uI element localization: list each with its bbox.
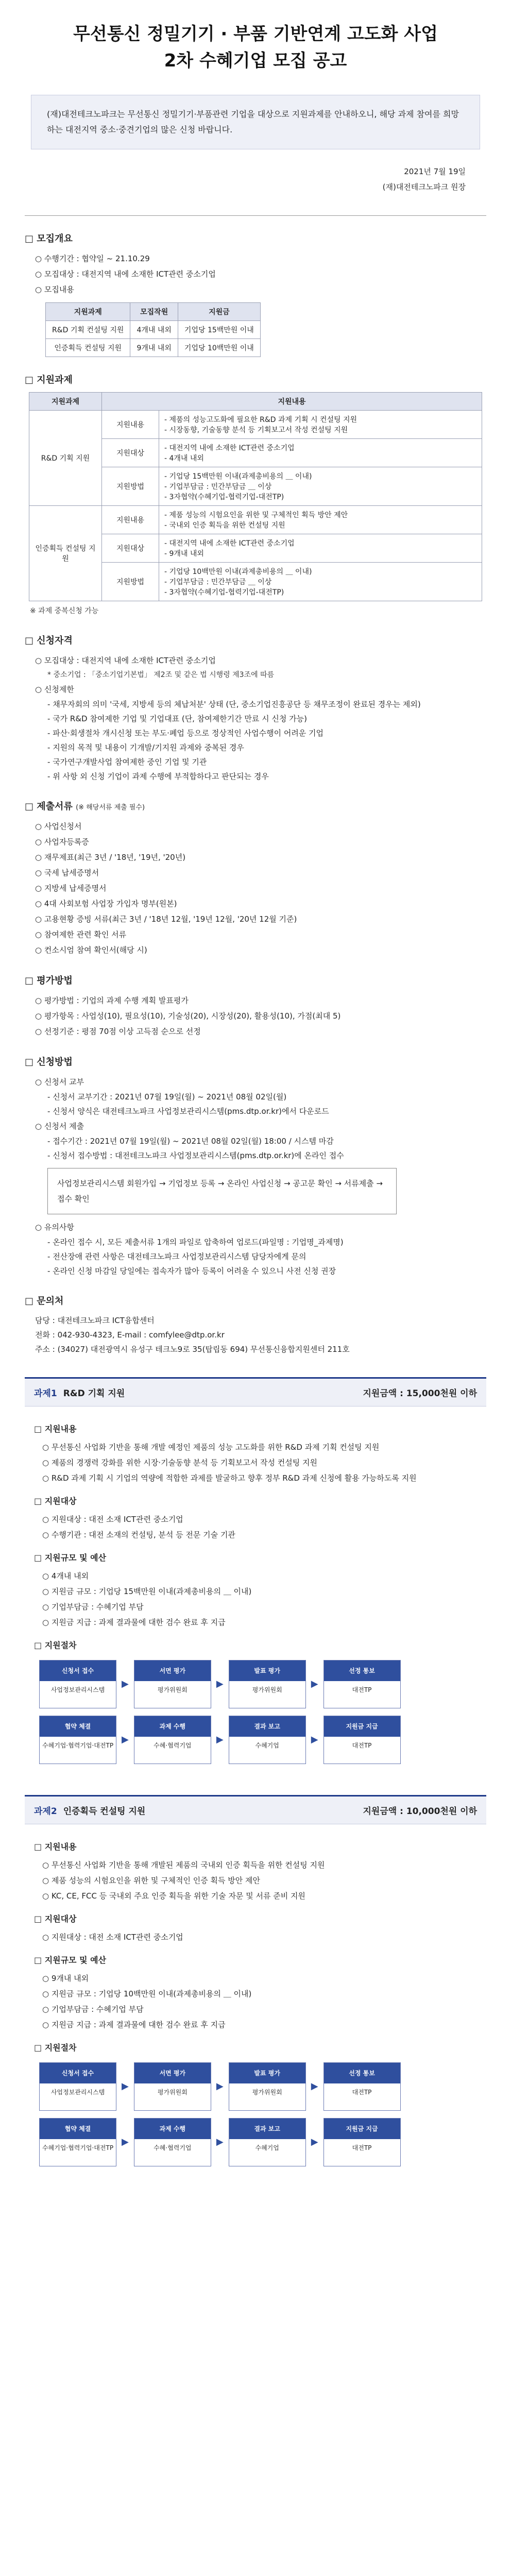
list-item: ○ 선정기준 : 평점 70점 이상 고득점 순으로 선정 xyxy=(35,1024,486,1039)
arrow-right-icon: ▶ xyxy=(216,2081,224,2092)
list-item: ○ 4개내 내외 xyxy=(42,1568,477,1584)
task-tag: 과제2 xyxy=(34,1806,57,1817)
target-list xyxy=(42,1929,477,1945)
step-actor: 수혜기업·협력기업·대전TP xyxy=(42,2144,114,2151)
flow-step xyxy=(134,2118,211,2166)
list-item: ○ 수행기간 : 협약일 ~ 21.10.29 xyxy=(35,251,486,266)
list-item: ○ 평가방법 : 기업의 과제 수행 계획 발표평가 xyxy=(35,993,486,1008)
list-item: - 신청서 접수방법 : 대전테크노파크 사업정보관리시스템(pms.dtp.or.kr)에 온라인 접수 xyxy=(47,1148,486,1163)
method-list xyxy=(42,1568,477,1630)
list-item: ○ 9개내 내외 xyxy=(42,1971,477,1986)
list-item: ○ 제품의 경쟁력 강화를 위한 시장·기술동향 분석 등 기획보고서 작성 컨설팅 지원 xyxy=(42,1455,477,1470)
notice-date: 2021년 7월 19일 xyxy=(404,167,466,176)
step-actor: 수혜·협력기업 xyxy=(154,2144,192,2151)
step-actor: 대전TP xyxy=(352,2089,372,2096)
flow-step xyxy=(39,2062,116,2111)
arrow-right-icon: ▶ xyxy=(311,2081,318,2092)
table-cell xyxy=(159,439,482,467)
table-row xyxy=(29,506,482,534)
divider xyxy=(25,215,486,216)
restriction-list xyxy=(47,697,486,784)
list-item: ○ 신청제한 xyxy=(35,682,486,697)
group-cell: 지원내용 xyxy=(102,506,159,534)
flow-step xyxy=(39,2118,116,2166)
step-actor: 사업정보관리시스템 xyxy=(50,2089,105,2096)
step-title: 과제 수행 xyxy=(134,1716,211,1737)
list-item: - 신청서 교부기간 : 2021년 07월 19일(월) ~ 2021년 08월 02일(월) xyxy=(47,1090,486,1104)
list-item: ○ KC, CE, FCC 등 국내외 주요 인증 획득을 위한 기술 자문 및 서류 준비 지원 xyxy=(42,1888,477,1904)
list-item: ○ 지원금 규모 : 기업당 15백만원 이내(과제총비용의 ＿ 이내) xyxy=(42,1584,477,1599)
group-cell: 지원대상 xyxy=(102,439,159,467)
table-header: 모집작원 xyxy=(130,303,178,321)
step-title: 지원금 지급 xyxy=(324,1716,400,1737)
section-heading: □ 모집개요 xyxy=(25,231,486,245)
method-list xyxy=(42,1971,477,2032)
group-cell: 지원방법 xyxy=(102,467,159,506)
documents-list xyxy=(35,819,486,958)
task-name-cell: R&D 기획 지원 xyxy=(29,411,102,506)
step-actor: 수혜·협력기업 xyxy=(154,1742,192,1749)
flow-step xyxy=(229,2118,306,2166)
list-item: ○ 평가항목 : 사업성(10), 필요성(10), 기술성(20), 시장성(20), 활용성(10), 가점(최대 5) xyxy=(35,1008,486,1024)
list-item: ○ 신청서 교부 xyxy=(35,1074,486,1090)
arrow-right-icon: ▶ xyxy=(311,2137,318,2147)
title-line-2: 2차 수혜기업 모집 공고 xyxy=(164,50,347,71)
recruit-table xyxy=(45,302,261,357)
arrow-right-icon: ▶ xyxy=(122,2081,129,2092)
step-title: 신청서 접수 xyxy=(40,2063,116,2083)
flow-step xyxy=(323,1660,401,1708)
support-task-table xyxy=(29,392,482,601)
contact-line: 담당 : 대전테크노파크 ICT융합센터 xyxy=(35,1316,155,1325)
submit-list xyxy=(47,1134,486,1163)
title-line-1: 무선통신 정밀기기 · 부품 기반연계 고도화 사업 xyxy=(73,24,438,44)
list-item: ○ 모집내용 xyxy=(35,282,486,297)
cell-line: - 국내외 인증 획득을 위한 컨설팅 지원 xyxy=(164,521,285,530)
date-block xyxy=(25,164,466,195)
list-item: - 접수기간 : 2021년 07월 19일(월) ~ 2021년 08월 02일(월) 18:00 / 시스템 마감 xyxy=(47,1134,486,1148)
list-item: ○ 국세 납세증명서 xyxy=(35,865,486,880)
cell-line: - 기업부담금 : 민간부담금 ＿ 이상 xyxy=(164,483,272,491)
table-cell xyxy=(159,467,482,506)
section-heading: □ 신청자격 xyxy=(25,633,486,647)
group-cell: 지원내용 xyxy=(102,411,159,439)
issue-list xyxy=(47,1090,486,1118)
task-name-cell: 인증획득 컨설팅 지원 xyxy=(29,506,102,601)
cell-line: - 대전지역 내에 소재한 ICT관련 중소기업 xyxy=(164,539,295,548)
sub-heading: □ 지원규모 및 예산 xyxy=(34,1953,477,1968)
task-title xyxy=(34,1386,125,1399)
group-cell: 지원대상 xyxy=(102,534,159,563)
target-list xyxy=(42,1512,477,1543)
step-title: 선정 통보 xyxy=(324,1660,400,1681)
list-item: ○ 지원금 규모 : 기업당 10백만원 이내(과제총비용의 ＿ 이내) xyxy=(42,1986,477,2002)
list-item: - 온라인 신청 마감일 당일에는 접속자가 많아 등록이 어려울 수 있으니 사전 신청 권장 xyxy=(47,1264,486,1278)
list-item: ○ 무선통신 사업화 기반을 통해 개발된 제품의 국내외 인증 획득을 위한 컨설팅 지원 xyxy=(42,1857,477,1873)
task-tag: 과제1 xyxy=(34,1388,57,1399)
sub-heading: □ 지원절차 xyxy=(34,2041,477,2055)
table-cell: 기업당 10백만원 이내 xyxy=(178,339,260,357)
list-item: ○ 참여제한 관련 확인 서류 xyxy=(35,927,486,942)
step-title: 협약 체결 xyxy=(40,1716,116,1737)
step-title: 과제 수행 xyxy=(134,2119,211,2139)
task-body xyxy=(25,1824,486,2177)
list-item: ○ 재무제표(최근 3년 / '18년, '19년, '20년) xyxy=(35,850,486,865)
content-list xyxy=(42,1439,477,1486)
step-title: 지원금 지급 xyxy=(324,2119,400,2139)
list-item: ○ 수행기관 : 대전 소재의 컨설팅, 분석 등 전문 기술 기관 xyxy=(42,1527,477,1543)
step-actor: 평가위원회 xyxy=(252,1686,282,1693)
sub-heading: □ 지원대상 xyxy=(34,1494,477,1509)
sub-heading: □ 지원내용 xyxy=(34,1422,477,1436)
step-title: 결과 보고 xyxy=(229,1716,305,1737)
step-title: 협약 체결 xyxy=(40,2119,116,2139)
arrow-right-icon: ▶ xyxy=(311,1679,318,1689)
arrow-right-icon: ▶ xyxy=(122,1734,129,1745)
task-1-panel xyxy=(25,1377,486,1774)
table-cell: 4개내 내외 xyxy=(130,321,178,339)
arrow-right-icon: ▶ xyxy=(311,1734,318,1745)
arrow-right-icon: ▶ xyxy=(216,1734,224,1745)
task-name: R&D 기획 지원 xyxy=(63,1388,125,1399)
cell-line: - 제품 성능의 시험요인을 위한 및 구체적인 획득 방안 제안 xyxy=(164,511,348,519)
table-header: 지원과제 xyxy=(29,393,102,411)
contact-block xyxy=(35,1313,486,1357)
process-flow xyxy=(39,2118,477,2166)
step-actor: 수혜기업 xyxy=(255,2144,279,2151)
list-item: ○ 지방세 납세증명서 xyxy=(35,880,486,896)
section-heading: □ 신청방법 xyxy=(25,1055,486,1068)
table-row xyxy=(29,411,482,439)
table-cell: 인증획득 컨설팅 지원 xyxy=(46,339,130,357)
cell-line: - 기업당 15백만원 이내(과제총비용의 ＿ 이내) xyxy=(164,472,312,481)
flow-step xyxy=(134,1716,211,1764)
apply-list xyxy=(35,1219,486,1235)
footnote: ※ 과제 중복신청 가능 xyxy=(30,607,99,615)
list-item: ○ 지원대상 : 대전 소재 ICT관련 중소기업 xyxy=(42,1512,477,1527)
section-heading: □ 지원과제 xyxy=(25,372,486,386)
sub-heading: □ 지원대상 xyxy=(34,1912,477,1926)
flow-step xyxy=(229,2062,306,2111)
table-cell xyxy=(159,506,482,534)
table-cell: 9개내 내외 xyxy=(130,339,178,357)
table-cell: R&D 기획 컨설팅 지원 xyxy=(46,321,130,339)
table-row xyxy=(46,339,261,357)
task-name: 인증획득 컨설팅 지원 xyxy=(63,1806,146,1817)
step-actor: 대전TP xyxy=(352,2144,372,2151)
step-title: 선정 통보 xyxy=(324,2063,400,2083)
list-item: - 국가연구개발사업 참여제한 중인 기업 및 기관 xyxy=(47,755,486,769)
arrow-right-icon: ▶ xyxy=(216,1679,224,1689)
list-item: - 온라인 접수 시, 모든 제출서류 1개의 파일로 압축하여 업로드(파일명 : 기업명_과제명) xyxy=(47,1235,486,1249)
sub-heading: □ 지원절차 xyxy=(34,1638,477,1653)
contact-line: 주소 : (34027) 대전광역시 유성구 테크노9로 35(탑립동 694) 무선통신융합지원센터 211호 xyxy=(35,1345,350,1354)
list-item: ○ 유의사항 xyxy=(35,1219,486,1235)
list-item: ○ 제품 성능의 시험요인을 위한 및 구체적인 인증 획득 방안 제안 xyxy=(42,1873,477,1888)
step-title: 발표 평가 xyxy=(229,2063,305,2083)
sub-heading: □ 지원규모 및 예산 xyxy=(34,1551,477,1565)
list-item: - 신청서 양식은 대전테크노파크 사업정보관리시스템(pms.dtp.or.kr)에서 다운로드 xyxy=(47,1104,486,1118)
list-item: - 국가 R&D 참여제한 기업 및 기업대표 (단, 참여제한기간 만료 시 신청 가능) xyxy=(47,711,486,726)
list-item: ○ 컨소시엄 참여 확인서(해당 시) xyxy=(35,942,486,958)
flow-step xyxy=(134,2062,211,2111)
eligibility-list xyxy=(35,682,486,697)
cell-line: - 3자협약(수혜기업-협력기업-대전TP) xyxy=(164,493,284,501)
table-row xyxy=(46,321,261,339)
step-title: 서면 평가 xyxy=(134,2063,211,2083)
cell-line: - 시장동향, 기술동향 분석 등 기획보고서 작성 컨설팅 지원 xyxy=(164,426,348,434)
notice-org: (재)대전테크노파크 원장 xyxy=(382,182,466,192)
list-item: - 지원의 목적 및 내용이 기개발/기지원 과제와 중복된 경우 xyxy=(47,740,486,755)
list-item: - 위 사항 외 신청 기업이 과제 수행에 부적합하다고 판단되는 경우 xyxy=(47,769,486,784)
flow-step xyxy=(39,1716,116,1764)
contact-line: 전화 : 042-930-4323, E-mail : comfylee@dtp.or.kr xyxy=(35,1330,225,1340)
flow-step xyxy=(229,1716,306,1764)
list-item: - 채무자회의 의미 '국세, 지방세 등의 체납처분' 상태 (단, 중소기업진흥공단 등 채무조정이 완료된 경우는 제외) xyxy=(47,697,486,711)
section-heading xyxy=(25,799,486,812)
caution-list xyxy=(47,1235,486,1278)
list-item: ○ 4대 사회보험 사업장 가입자 명부(원본) xyxy=(35,896,486,911)
content-list xyxy=(42,1857,477,1904)
list-item: ○ 신청서 제출 xyxy=(35,1118,486,1134)
step-actor: 사업정보관리시스템 xyxy=(50,1686,105,1693)
table-header: 지원금 xyxy=(178,303,260,321)
process-flow xyxy=(39,2062,477,2111)
list-item: ○ R&D 과제 기획 시 기업의 역량에 적합한 과제를 발굴하고 향후 정부 R&D 과제 신청에 활용 가능하도록 지원 xyxy=(42,1470,477,1486)
flow-step xyxy=(323,2118,401,2166)
list-item: ○ 기업부담금 : 수혜기업 부담 xyxy=(42,1599,477,1615)
evaluation-list xyxy=(35,993,486,1039)
step-actor: 평가위원회 xyxy=(157,1686,188,1693)
list-item: ○ 고용현황 증빙 서류(최근 3년 / '18년 12월, '19년 12월, '20년 12월 기준) xyxy=(35,911,486,927)
list-item: ○ 사업자등록증 xyxy=(35,834,486,850)
section-heading-text: 제출서류 xyxy=(37,801,73,812)
table-cell xyxy=(159,563,482,601)
page-title xyxy=(25,21,486,74)
eligibility-list xyxy=(35,653,486,668)
task-body xyxy=(25,1406,486,1774)
flow-step xyxy=(323,1716,401,1764)
list-item: ○ 모집대상 : 대전지역 내에 소재한 ICT관련 중소기업 xyxy=(35,653,486,668)
task-amount: 지원금액 : 10,000천원 이하 xyxy=(363,1806,477,1817)
table-cell xyxy=(159,534,482,563)
flow-step xyxy=(229,1660,306,1708)
heading-note: (※ 해당서류 제출 필수) xyxy=(76,804,145,811)
cell-line: - 3자협약(수혜기업-협력기업-대전TP) xyxy=(164,588,284,597)
step-actor: 평가위원회 xyxy=(157,2089,188,2096)
arrow-right-icon: ▶ xyxy=(122,1679,129,1689)
list-item: - 파산·회생절차 개시신청 또는 부도·폐업 등으로 정상적인 사업수행이 어려운 기업 xyxy=(47,726,486,740)
list-item: ○ 지원금 지급 : 과제 결과물에 대한 검수 완료 후 지급 xyxy=(42,2017,477,2032)
step-title: 결과 보고 xyxy=(229,2119,305,2139)
list-item: ○ 기업부담금 : 수혜기업 부담 xyxy=(42,2002,477,2017)
cell-line: - 기업당 10백만원 이내(과제총비용의 ＿ 이내) xyxy=(164,568,312,576)
task-title xyxy=(34,1804,145,1817)
apply-list xyxy=(35,1074,486,1090)
cell-line: - 제품의 성능고도화에 필요한 R&D 과제 기획 시 컨설팅 지원 xyxy=(164,416,357,424)
flow-step xyxy=(39,1660,116,1708)
list-item: ○ 사업신청서 xyxy=(35,819,486,834)
group-cell: 지원방법 xyxy=(102,563,159,601)
section-heading: □ 평가방법 xyxy=(25,973,486,987)
list-item: ○ 지원금 지급 : 과제 결과물에 대한 검수 완료 후 지급 xyxy=(42,1615,477,1630)
step-actor: 평가위원회 xyxy=(252,2089,282,2096)
intro-box: (재)대전테크노파크는 무선통신 정밀기기·부품관련 기업을 대상으로 지원과제를 안내하오니, 해당 과제 참여를 희망하는 대전지역 중소·중견기업의 많은 신청 바랍니다. xyxy=(31,95,480,149)
cell-line: - 4개내 내외 xyxy=(164,454,204,463)
cell-line: - 기업부담금 : 민간부담금 ＿ 이상 xyxy=(164,578,272,586)
step-title: 서면 평가 xyxy=(134,1660,211,1681)
step-actor: 대전TP xyxy=(352,1742,372,1749)
table-cell xyxy=(159,411,482,439)
process-flow xyxy=(39,1716,477,1764)
table-header: 지원과제 xyxy=(46,303,130,321)
task-header xyxy=(25,1379,486,1406)
task-amount: 지원금액 : 15,000천원 이하 xyxy=(363,1388,477,1399)
table-cell: 기업당 15백만원 이내 xyxy=(178,321,260,339)
list-item: ○ 지원대상 : 대전 소재 ICT관련 중소기업 xyxy=(42,1929,477,1945)
arrow-right-icon: ▶ xyxy=(216,2137,224,2147)
step-title: 발표 평가 xyxy=(229,1660,305,1681)
step-actor: 수혜기업·협력기업·대전TP xyxy=(42,1742,114,1749)
flow-step xyxy=(323,2062,401,2111)
step-title: 신청서 접수 xyxy=(40,1660,116,1681)
task-2-panel xyxy=(25,1795,486,2177)
sub-heading: □ 지원내용 xyxy=(34,1840,477,1854)
process-flow xyxy=(39,1660,477,1708)
overview-list xyxy=(35,251,486,297)
table-header: 지원내용 xyxy=(102,393,482,411)
list-item: ○ 무선통신 사업화 기반을 통해 개발 예정인 제품의 성능 고도화를 위한 R&D 과제 기획 컨설팅 지원 xyxy=(42,1439,477,1455)
cell-line: - 대전지역 내에 소재한 ICT관련 중소기업 xyxy=(164,444,295,452)
apply-list xyxy=(35,1118,486,1134)
arrow-right-icon: ▶ xyxy=(122,2137,129,2147)
list-item: - 전산장애 관련 사항은 대전테크노파크 사업정보관리시스템 담당자에게 문의 xyxy=(47,1249,486,1264)
step-actor: 수혜기업 xyxy=(255,1742,279,1749)
flow-step xyxy=(134,1660,211,1708)
step-actor: 대전TP xyxy=(352,1686,372,1693)
section-heading: □ 문의처 xyxy=(25,1294,486,1307)
task-header xyxy=(25,1797,486,1824)
cell-line: - 9개내 내외 xyxy=(164,550,204,558)
list-item: ○ 모집대상 : 대전지역 내에 소재한 ICT관련 중소기업 xyxy=(35,266,486,282)
procedure-box: 사업정보관리시스템 회원가입 → 기업정보 등록 → 온라인 사업신청 → 공고문 확인 → 서류제출 → 접수 확인 xyxy=(47,1168,397,1214)
note: * 중소기업 : 「중소기업기본법」 제2조 및 같은 법 시행령 제3조에 따름 xyxy=(47,671,275,679)
